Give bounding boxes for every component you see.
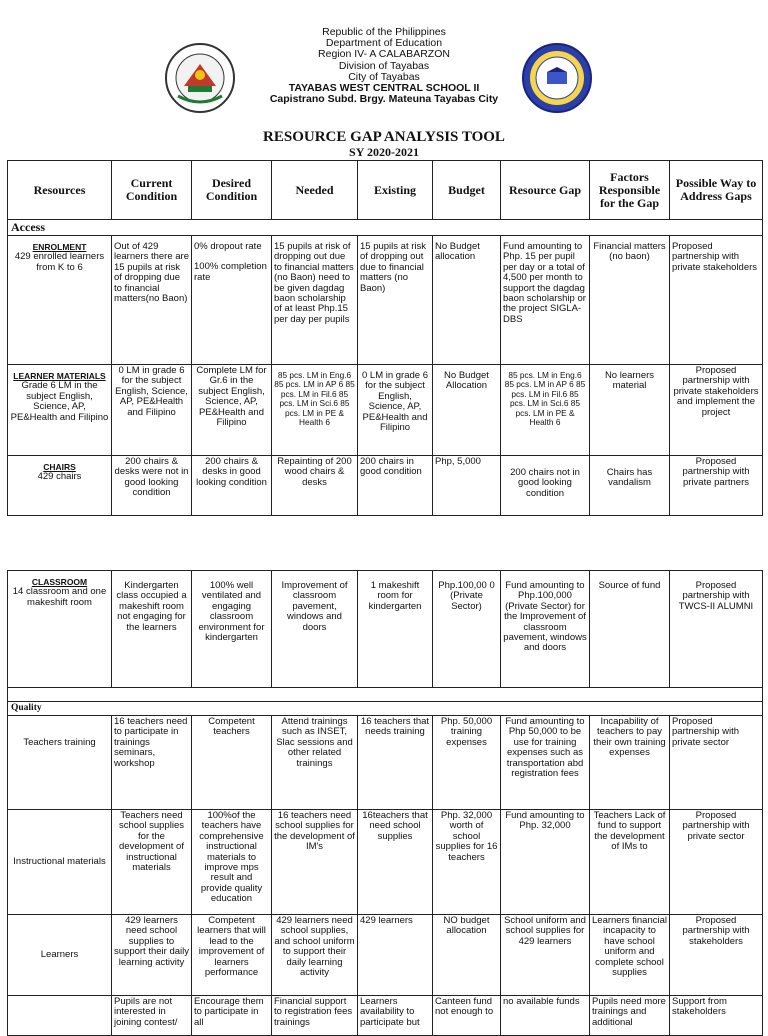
desired-line: 0% dropout rate [194,241,262,252]
factors-cell: Teachers Lack of fund to support the development of IMs to [590,810,670,915]
desired-cell: Competent teachers [192,716,272,810]
col-resources: Resources [8,161,112,220]
current-cell: 200 chairs & desks were not in good looking condition [112,456,192,516]
section-access: Access [8,220,763,236]
needed-cell: Improvement of classroom pavement, windows and doors [272,571,358,688]
resource-title: CHAIRS [43,462,76,472]
way-cell: Support from stakeholders [670,996,763,1036]
table-row [8,716,763,810]
resource-title: ENROLMENT [32,242,87,252]
existing-cell: 16 teachers that needs training [358,716,433,810]
gap-cell: 85 pcs. LM in Eng.6 85 pcs. LM in AP 6 85 pcs. LM in Fil.6 85 pcs. LM in Sci.6 85 pcs. LM in PE & Health 6 [501,365,590,456]
factors-cell: Pupils need more trainings and additional [590,996,670,1036]
budget-cell: Php. 32,000 worth of school supplies for 16 teachers [433,810,501,915]
existing-cell: 0 LM in grade 6 for the subject English, Science, AP, PE&Health and Filipino [358,365,433,456]
existing-cell: 429 learners [358,915,433,996]
resource-cell [8,571,112,688]
resource-title: CLASSROOM [31,577,88,587]
table-row [8,456,763,516]
factors-cell: Chairs has vandalism [590,456,670,516]
factors-cell: Incapability of teachers to pay their own training expenses [590,716,670,810]
col-gap: Resource Gap [501,161,590,220]
resource-cell: Instructional materials [8,810,112,915]
way-cell: Proposed partnership with stakeholders [670,915,763,996]
header-row [8,161,763,220]
desired-cell [192,236,272,365]
school-address: Capistrano Subd. Brgy. Mateuna Tayabas City [269,93,499,106]
header-line: Division of Tayabas [338,59,430,72]
budget-cell: Canteen fund not enough to [433,996,501,1036]
way-cell: Proposed partnership with private partners [670,456,763,516]
desired-line: 100% completion rate [194,261,267,283]
budget-cell: No Budget allocation [433,236,501,365]
section-row [8,220,763,236]
table-row [8,915,763,996]
needed-cell: 15 pupils at risk of dropping out due to financial matters (no Baon) need to be given dagdag baon scholarship of at least Php.15 per day per pupils [272,236,358,365]
way-cell: Proposed partnership with private sector [670,810,763,915]
way-cell: Proposed partnership with private stakeholders [670,236,763,365]
resource-sub: 429 enrolled learners from K to 6 [14,251,105,273]
budget-cell: Php.100,00 0 (Private Sector) [433,571,501,688]
resource-gap-table [7,160,763,516]
col-factors: Factors Responsible for the Gap [590,161,670,220]
current-cell: 429 learners need school supplies to support their daily learning activity [112,915,192,996]
resource-sub: 429 chairs [37,471,82,483]
table-row [8,236,763,365]
header-line: Department of Education [325,37,443,50]
current-cell: Teachers need school supplies for the development of instructional materials [112,810,192,915]
resource-cell [8,996,112,1036]
needed-cell: Attend trainings such as INSET, Slac sessions and other related trainings [272,716,358,810]
table-row [8,571,763,688]
resource-sub: 14 classroom and one makeshift room [12,586,107,608]
col-budget: Budget [433,161,501,220]
col-desired: Desired Condition [192,161,272,220]
gap-cell: Fund amounting to Php. 32,000 [501,810,590,915]
resource-cell [8,456,112,516]
budget-cell: Php. 50,000 training expenses [433,716,501,810]
header-line: City of Tayabas [348,70,420,83]
resource-gap-table-continued [7,570,763,1036]
resource-sub: Grade 6 LM in the subject English, Science, AP, PE&Health and Filipino [10,380,109,423]
gap-cell: Fund amounting to Php 50,000 to be use for training expenses such as transportation abd registration fees [501,716,590,810]
resource-cell: Learners [8,915,112,996]
current-cell: 16 teachers need to participate in trainings seminars, workshop [112,716,192,810]
table-row [8,365,763,456]
section-row [8,702,763,716]
spacer-cell [8,688,763,702]
factors-cell: No learners material [590,365,670,456]
existing-cell: Learners availability to participate but [358,996,433,1036]
spacer-row [8,688,763,702]
document-title: RESOURCE GAP ANALYSIS TOOL [263,129,505,145]
resource-cell [8,236,112,365]
gap-cell: 200 chairs not in good looking condition [501,456,590,516]
budget-cell: No Budget Allocation [433,365,501,456]
gap-cell: no available funds [501,996,590,1036]
resource-title: LEARNER MATERIALS [13,371,106,381]
table-row [8,810,763,915]
current-cell: 0 LM in grade 6 for the subject English, Science, AP, PE&Health and Filipino [112,365,192,456]
letterhead [0,27,768,105]
col-current: Current Condition [112,161,192,220]
needed-cell: 429 learners need school supplies, and school uniform to support their daily learning activity [272,915,358,996]
factors-cell: Learners financial incapacity to have school uniform and complete school supplies [590,915,670,996]
existing-cell: 16teachers that need school supplies [358,810,433,915]
school-name: TAYABAS WEST CENTRAL SCHOOL II [288,82,480,95]
needed-cell: 85 pcs. LM in Eng.6 85 pcs. LM in AP 6 85 pcs. LM in Fil.6 85 pcs. LM in Sci.6 85 pcs. LM in PE & Health 6 [272,365,358,456]
resource-cell [8,365,112,456]
school-year: SY 2020-2021 [349,145,419,159]
current-cell: Pupils are not interested in joining contest/ [112,996,192,1036]
budget-cell: NO budget allocation [433,915,501,996]
needed-cell: Repainting of 200 wood chairs & desks [272,456,358,516]
desired-cell: 100%of the teachers have comprehensive instructional materials to improve mps result and provide quality education [192,810,272,915]
resource-cell: Teachers training [8,716,112,810]
existing-cell: 15 pupils at risk of dropping out due to financial matters (no Baon) [358,236,433,365]
gap-cell: Fund amounting to Php. 15 per pupil per day or a total of 4,500 per month to support the dagdag baon scholarship or the project SIGLA-DBS [501,236,590,365]
current-cell: Out of 429 learners there are 15 pupils at risk of dropping due to financial matters(no Baon) [112,236,192,365]
col-way: Possible Way to Address Gaps [670,161,763,220]
desired-cell: Encourage them to participate in all [192,996,272,1036]
desired-cell: Complete LM for Gr.6 in the subject English, Science, AP, PE&Health and Filipino [192,365,272,456]
desired-cell: 200 chairs & desks in good looking condition [192,456,272,516]
existing-cell: 1 makeshift room for kindergarten [358,571,433,688]
way-cell: Proposed partnership with private stakeholders and implement the project [670,365,763,456]
gap-cell: School uniform and school supplies for 429 learners [501,915,590,996]
desired-cell: Competent learners that will lead to the improvement of learners performance [192,915,272,996]
table-row [8,996,763,1036]
header-line: Republic of the Philippines [322,26,446,38]
needed-cell: Financial support to registration fees trainings [272,996,358,1036]
way-cell: Proposed partnership with private sector [670,716,763,810]
col-needed: Needed [272,161,358,220]
current-cell: Kindergarten class occupied a makeshift room not engaging for the learners [112,571,192,688]
section-quality: Quality [8,702,763,716]
budget-cell: Php, 5,000 [433,456,501,516]
existing-cell: 200 chairs in good condition [358,456,433,516]
needed-cell: 16 teachers need school supplies for the development of IM's [272,810,358,915]
header-line: Region IV- A CALABARZON [318,48,450,61]
factors-cell: Source of fund [590,571,670,688]
factors-cell: Financial matters (no baon) [590,236,670,365]
desired-cell: 100% well ventilated and engaging classroom environment for kindergarten [192,571,272,688]
gap-cell: Fund amounting to Php.100,000 (Private Sector) for the Improvement of classroom pavement, windows and doors [501,571,590,688]
way-cell: Proposed partnership with TWCS-II ALUMNI [670,571,763,688]
col-existing: Existing [358,161,433,220]
